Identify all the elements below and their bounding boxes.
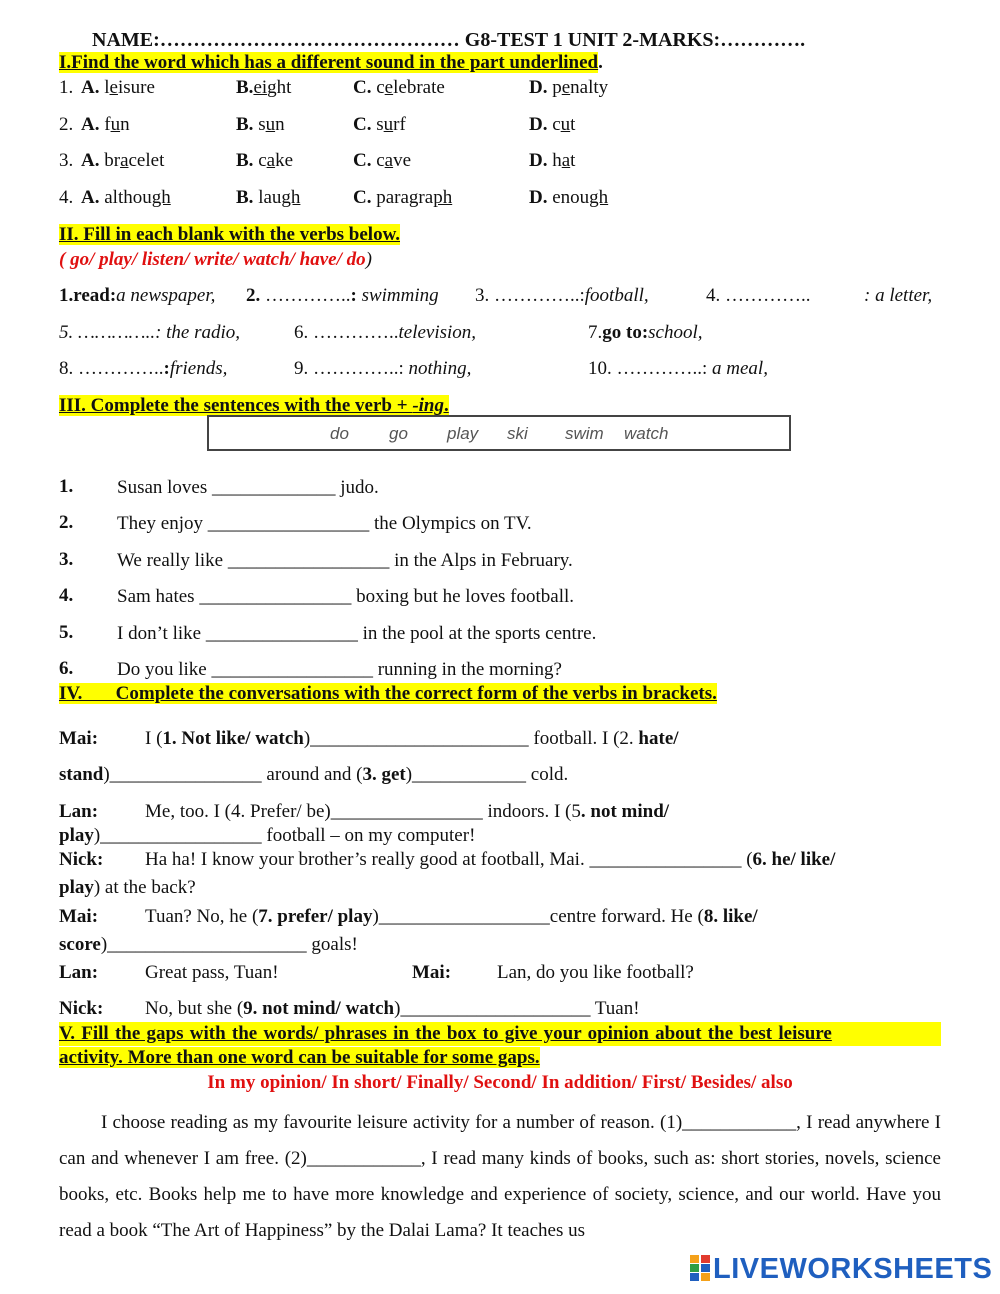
- verb-ski: ski: [507, 424, 528, 443]
- section-1-title: I.Find the word which has a different sound in the part underlined.: [59, 52, 603, 73]
- fill-item-6[interactable]: 6. …………..television,: [294, 322, 477, 343]
- sentence-2[interactable]: They enjoy _________________ the Olympics on TV.: [117, 513, 532, 534]
- conv-line-3[interactable]: Me, too. I (4. Prefer/ be)________________ indoors. I (5. not mind/: [145, 801, 670, 822]
- speaker-lan: Lan:: [59, 801, 99, 822]
- speaker-mai: Mai:: [59, 906, 99, 927]
- verb-swim: swim: [565, 424, 604, 443]
- fill-item-5[interactable]: 5. …………..: the radio,: [59, 322, 241, 343]
- option-b[interactable]: B. sun: [236, 114, 285, 135]
- verb-box: [207, 415, 791, 451]
- question-number: 2.: [59, 114, 74, 135]
- section-4-title: IV. Complete the conversations with the correct form of the verbs in brackets.: [59, 683, 717, 704]
- sentence-number: 4.: [59, 585, 74, 606]
- speaker-mai: Mai:: [59, 728, 99, 749]
- option-c[interactable]: C. surf: [353, 114, 406, 135]
- fill-item-4-word: : a letter,: [864, 285, 933, 306]
- conv-line-9: Great pass, Tuan!: [145, 962, 279, 983]
- option-d[interactable]: D. cut: [529, 114, 576, 135]
- section-5-title-line-1: V. Fill the gaps with the words/ phrases in the box to give your opinion about the best leisure: [59, 1022, 941, 1046]
- sentence-3[interactable]: We really like _________________ in the Alps in February.: [117, 550, 573, 571]
- liveworksheets-icon: [690, 1255, 710, 1281]
- fill-item-3[interactable]: 3. …………..:football,: [475, 285, 649, 306]
- question-number: 1.: [59, 77, 74, 98]
- option-b[interactable]: B. cake: [236, 150, 293, 171]
- option-c[interactable]: C. celebrate: [353, 77, 445, 98]
- option-a[interactable]: A. although: [81, 187, 171, 208]
- question-number: 4.: [59, 187, 74, 208]
- opinion-paragraph[interactable]: I choose reading as my favourite leisure activity for a number of reason. (1)____________, I read anywhere I can and whenever I am free. (2)____________, I read many kinds of books, such as: short stories, novels, science books, etc. Books help me to have more knowledge and experience of society, science, and our world. Have you read a book “The Art of Happiness” by the Dalai Lama? It teaches us: [59, 1112, 941, 1241]
- conv-line-1[interactable]: I (1. Not like/ watch)_______________________ football. I (2. hate/: [145, 728, 679, 749]
- sentence-4[interactable]: Sam hates ________________ boxing but he loves football.: [117, 586, 575, 607]
- fill-item-8[interactable]: 8. …………..:friends,: [59, 358, 228, 379]
- option-d[interactable]: D. enough: [529, 187, 609, 208]
- conv-line-5[interactable]: Ha ha! I know your brother’s really good at football, Mai. ________________ (6. he/ like/: [145, 849, 836, 870]
- worksheet-header: NAME:……………………………………… G8-TEST 1 UNIT 2-MARKS:………….: [92, 29, 806, 51]
- verb-go: go: [389, 424, 408, 443]
- sentence-number: 1.: [59, 476, 74, 497]
- sentence-1[interactable]: Susan loves _____________ judo.: [117, 477, 379, 498]
- section-2-title: II. Fill in each blank with the verbs below.: [59, 224, 400, 245]
- section-5-title-line-2: activity. More than one word can be suitable for some gaps.: [59, 1047, 540, 1068]
- sentence-number: 6.: [59, 658, 74, 679]
- sentence-number: 2.: [59, 512, 74, 533]
- speaker-nick: Nick:: [59, 849, 104, 870]
- verb-do: do: [330, 424, 349, 443]
- verb-play: play: [447, 424, 479, 443]
- option-a[interactable]: A. fun: [81, 114, 130, 135]
- fill-item-10[interactable]: 10. …………..: a meal,: [588, 358, 768, 379]
- option-b[interactable]: B.eight: [236, 77, 292, 98]
- fill-item-9[interactable]: 9. …………..: nothing,: [294, 358, 472, 379]
- section-3-title: III. Complete the sentences with the verb + -ing.: [59, 395, 449, 416]
- speaker-mai: Mai:: [412, 962, 452, 983]
- option-a[interactable]: A. bracelet: [81, 150, 165, 171]
- fill-item-7: 7.go to:school,: [588, 322, 703, 343]
- verb-watch: watch: [624, 424, 669, 443]
- conv-line-4[interactable]: play)_________________ football – on my computer!: [59, 825, 476, 846]
- question-number: 3.: [59, 150, 74, 171]
- conv-line-2[interactable]: stand)________________ around and (3. get)____________ cold.: [59, 764, 569, 785]
- conv-line-7[interactable]: Tuan? No, he (7. prefer/ play)__________________centre forward. He (8. like/: [145, 906, 758, 927]
- phrase-options: In my opinion/ In short/ Finally/ Second/ In addition/ First/ Besides/ also: [207, 1072, 793, 1093]
- speaker-nick: Nick:: [59, 998, 104, 1019]
- section-2-verbs: ( go/ play/ listen/ write/ watch/ have/ do): [59, 249, 372, 270]
- conv-line-10[interactable]: No, but she (9. not mind/ watch)____________________ Tuan!: [145, 998, 640, 1019]
- liveworksheets-logo: LIVEWORKSHEETS: [690, 1253, 992, 1286]
- sentence-number: 5.: [59, 622, 74, 643]
- sentence-5[interactable]: I don’t like ________________ in the pool at the sports centre.: [117, 623, 597, 644]
- option-d[interactable]: D. penalty: [529, 77, 609, 98]
- speaker-lan: Lan:: [59, 962, 99, 983]
- option-d[interactable]: D. hat: [529, 150, 576, 171]
- conv-line-9b: Lan, do you like football?: [497, 962, 694, 983]
- option-a[interactable]: A. leisure: [81, 77, 155, 98]
- fill-item-2[interactable]: 2. …………..: swimming: [246, 285, 439, 306]
- fill-item-1: 1.read:a newspaper,: [59, 285, 216, 306]
- section-5-title: [59, 1022, 941, 1046]
- sentence-6[interactable]: Do you like _________________ running in the morning?: [117, 659, 562, 680]
- option-b[interactable]: B. laugh: [236, 187, 301, 208]
- conv-line-8[interactable]: score)_____________________ goals!: [59, 934, 358, 955]
- fill-item-4[interactable]: 4. …………..: [706, 285, 811, 306]
- conv-line-6[interactable]: play) at the back?: [59, 877, 196, 898]
- option-c[interactable]: C. paragraph: [353, 187, 453, 208]
- sentence-number: 3.: [59, 549, 74, 570]
- option-c[interactable]: C. cave: [353, 150, 412, 171]
